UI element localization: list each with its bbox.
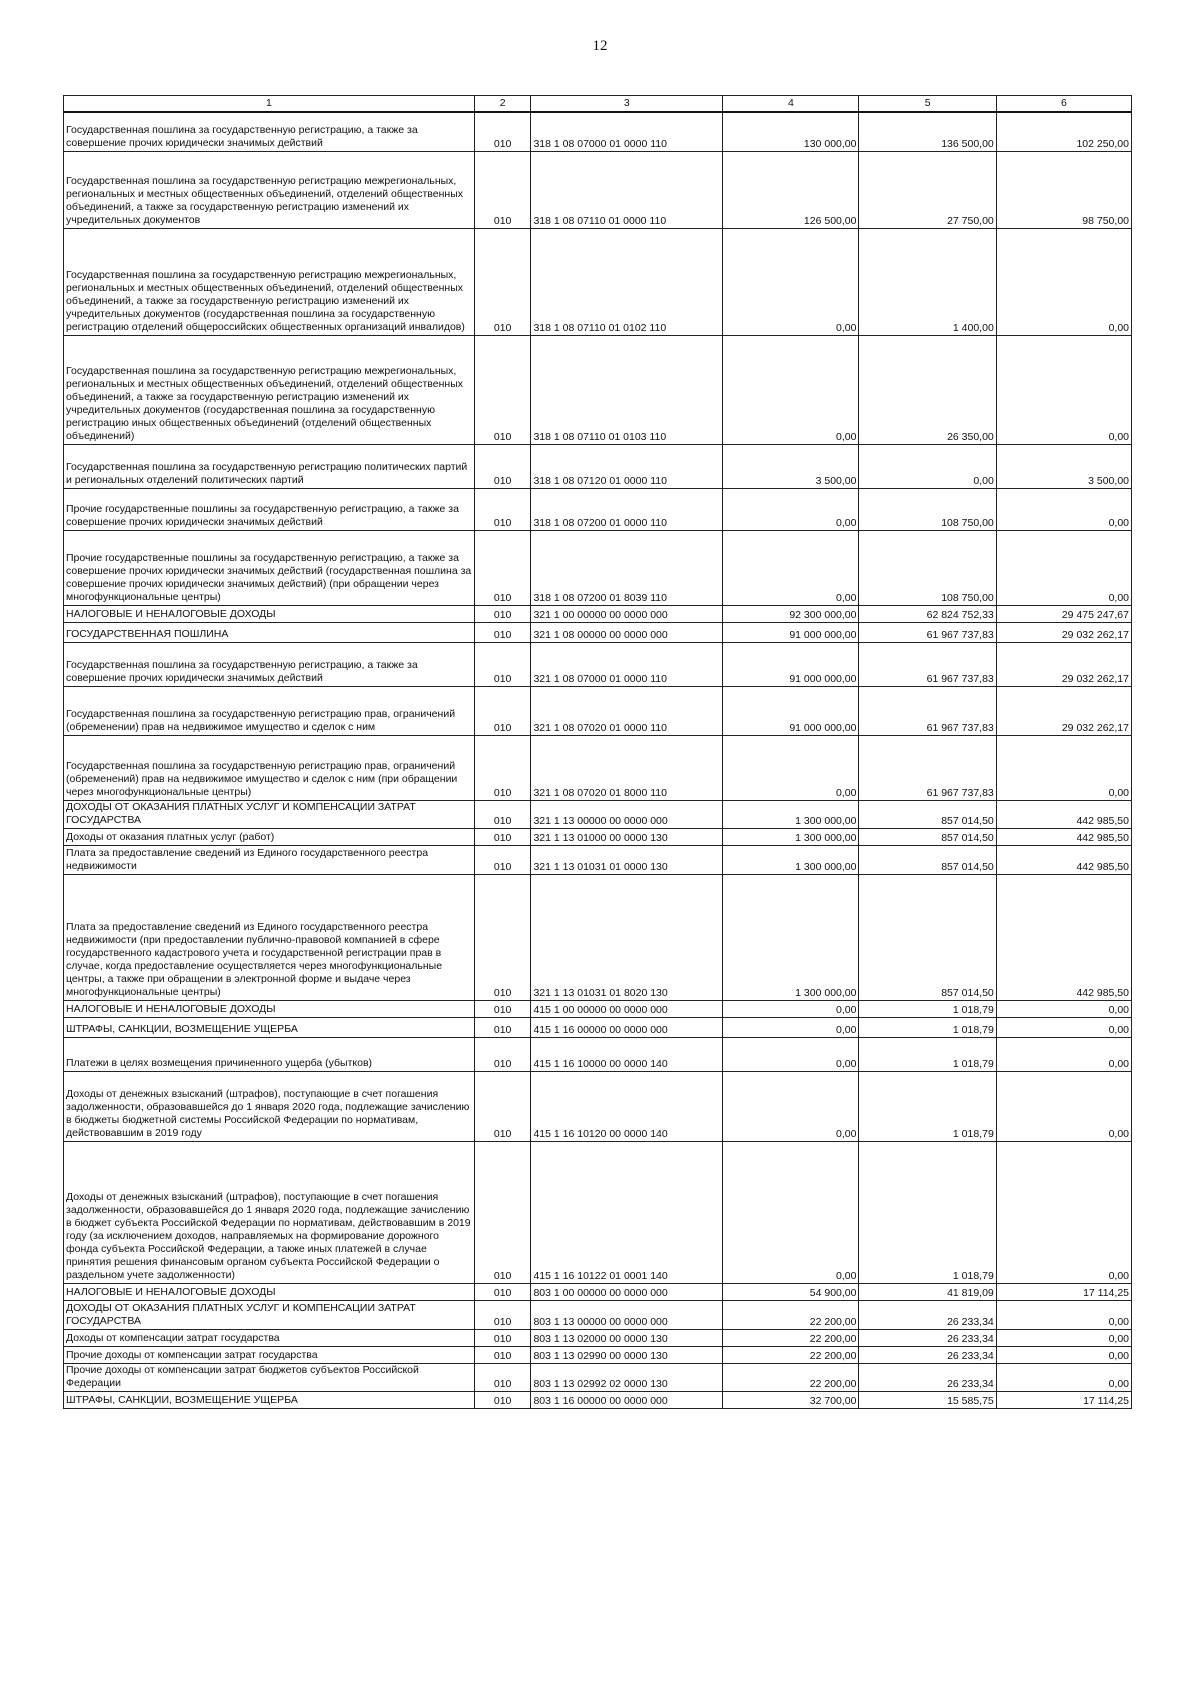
row-code: 010 xyxy=(474,488,531,530)
executed-amount: 1 018,79 xyxy=(859,1017,996,1037)
executed-amount: 0,00 xyxy=(859,444,996,488)
row-code: 010 xyxy=(474,530,531,605)
approved-amount: 1 300 000,00 xyxy=(723,828,859,845)
row-name: Государственная пошлина за государственную регистрацию прав, ограничений (обременений) прав на недвижимое имущество и сделок с ним (при обращении через многофункциональные центры) xyxy=(64,735,475,800)
row-name: Государственная пошлина за государственную регистрацию межрегиональных, региональных и местных общественных объединений, отделений общественных объединений, а также за государственную регистрацию изменений их учредительных документов (государственная пошлина за государственную регистрацию отделений общероссийских общественных организаций инвалидов) xyxy=(64,228,475,335)
row-name: Государственная пошлина за государственную регистрацию прав, ограничений (обременении) прав на недвижимое имущество и сделок с ним xyxy=(64,686,475,735)
row-name: ШТРАФЫ, САНКЦИИ, ВОЗМЕЩЕНИЕ УЩЕРБА xyxy=(64,1017,475,1037)
unexecuted-amount: 0,00 xyxy=(996,1017,1131,1037)
row-code: 010 xyxy=(474,1329,531,1346)
table-row xyxy=(64,1300,1132,1329)
row-name: Доходы от оказания платных услуг (работ) xyxy=(64,828,475,845)
row-name: Прочие государственные пошлины за государственную регистрацию, а также за совершение прочих юридически значимых действий (государственная пошлина за совершение прочих юридически значимых действий) (при обращении через многофункциональные центры) xyxy=(64,530,475,605)
budget-classification-code: 321 1 13 01031 01 0000 130 xyxy=(531,845,723,874)
row-code: 010 xyxy=(474,605,531,622)
row-name: Доходы от денежных взысканий (штрафов), поступающие в счет погашения задолженности, образовавшейся до 1 января 2020 года, подлежащие зачислению в бюджет субъекта Российской Федерации по нормативам, действовавшим в 2019 году (за исключением доходов, направляемых на формирование дорожного фонда субъекта Российской Федерации, а также иных платежей в случае принятия решения финансовым органом субъекта Российской Федерации о раздельном учете задолженности) xyxy=(64,1141,475,1283)
column-header: 5 xyxy=(859,96,996,113)
executed-amount: 1 018,79 xyxy=(859,1037,996,1071)
executed-amount: 61 967 737,83 xyxy=(859,622,996,642)
column-header: 6 xyxy=(996,96,1131,113)
executed-amount: 857 014,50 xyxy=(859,845,996,874)
approved-amount: 0,00 xyxy=(723,335,859,444)
table-row xyxy=(64,642,1132,686)
row-code: 010 xyxy=(474,622,531,642)
budget-classification-code: 321 1 13 01000 00 0000 130 xyxy=(531,828,723,845)
table-row xyxy=(64,335,1132,444)
column-header: 3 xyxy=(531,96,723,113)
budget-classification-code: 803 1 00 00000 00 0000 000 xyxy=(531,1283,723,1300)
budget-classification-code: 803 1 13 02992 02 0000 130 xyxy=(531,1363,723,1391)
executed-amount: 1 018,79 xyxy=(859,1141,996,1283)
row-name: Платежи в целях возмещения причиненного ущерба (убытков) xyxy=(64,1037,475,1071)
approved-amount: 54 900,00 xyxy=(723,1283,859,1300)
unexecuted-amount: 0,00 xyxy=(996,1141,1131,1283)
row-code: 010 xyxy=(474,1283,531,1300)
approved-amount: 32 700,00 xyxy=(723,1391,859,1408)
row-name: ГОСУДАРСТВЕННАЯ ПОШЛИНА xyxy=(64,622,475,642)
executed-amount: 61 967 737,83 xyxy=(859,735,996,800)
budget-classification-code: 318 1 08 07110 01 0102 110 xyxy=(531,228,723,335)
budget-classification-code: 803 1 13 00000 00 0000 000 xyxy=(531,1300,723,1329)
unexecuted-amount: 0,00 xyxy=(996,530,1131,605)
row-code: 010 xyxy=(474,735,531,800)
table-row xyxy=(64,112,1132,151)
row-code: 010 xyxy=(474,112,531,151)
unexecuted-amount: 442 985,50 xyxy=(996,874,1131,1000)
unexecuted-amount: 0,00 xyxy=(996,1329,1131,1346)
budget-classification-code: 415 1 16 10122 01 0001 140 xyxy=(531,1141,723,1283)
executed-amount: 61 967 737,83 xyxy=(859,686,996,735)
unexecuted-amount: 29 032 262,17 xyxy=(996,622,1131,642)
executed-amount: 857 014,50 xyxy=(859,828,996,845)
table-row xyxy=(64,735,1132,800)
row-code: 010 xyxy=(474,1391,531,1408)
unexecuted-amount: 0,00 xyxy=(996,488,1131,530)
unexecuted-amount: 0,00 xyxy=(996,735,1131,800)
unexecuted-amount: 29 032 262,17 xyxy=(996,686,1131,735)
table-row xyxy=(64,605,1132,622)
unexecuted-amount: 17 114,25 xyxy=(996,1283,1131,1300)
row-name: ДОХОДЫ ОТ ОКАЗАНИЯ ПЛАТНЫХ УСЛУГ И КОМПЕНСАЦИИ ЗАТРАТ ГОСУДАРСТВА xyxy=(64,1300,475,1329)
executed-amount: 136 500,00 xyxy=(859,112,996,151)
budget-classification-code: 321 1 13 01031 01 8020 130 xyxy=(531,874,723,1000)
budget-classification-code: 321 1 08 07020 01 0000 110 xyxy=(531,686,723,735)
unexecuted-amount: 442 985,50 xyxy=(996,828,1131,845)
budget-classification-code: 318 1 08 07000 01 0000 110 xyxy=(531,112,723,151)
table-row xyxy=(64,151,1132,228)
unexecuted-amount: 0,00 xyxy=(996,228,1131,335)
row-code: 010 xyxy=(474,228,531,335)
row-name: Доходы от денежных взысканий (штрафов), поступающие в счет погашения задолженности, образовавшейся до 1 января 2020 года, подлежащие зачислению в бюджеты бюджетной системы Российской Федерации по нормативам, действовавшим в 2019 году xyxy=(64,1071,475,1141)
row-name: Государственная пошлина за государственную регистрацию политических партий и региональных отделений политических партий xyxy=(64,444,475,488)
table-row xyxy=(64,1037,1132,1071)
unexecuted-amount: 0,00 xyxy=(996,335,1131,444)
budget-classification-code: 321 1 00 00000 00 0000 000 xyxy=(531,605,723,622)
row-code: 010 xyxy=(474,828,531,845)
table-row xyxy=(64,1141,1132,1283)
unexecuted-amount: 29 475 247,67 xyxy=(996,605,1131,622)
row-code: 010 xyxy=(474,1000,531,1017)
budget-classification-code: 803 1 13 02000 00 0000 130 xyxy=(531,1329,723,1346)
budget-classification-code: 803 1 16 00000 00 0000 000 xyxy=(531,1391,723,1408)
row-code: 010 xyxy=(474,800,531,828)
column-header: 4 xyxy=(723,96,859,113)
approved-amount: 130 000,00 xyxy=(723,112,859,151)
budget-classification-code: 318 1 08 07120 01 0000 110 xyxy=(531,444,723,488)
approved-amount: 0,00 xyxy=(723,1141,859,1283)
row-name: Государственная пошлина за государственную регистрацию межрегиональных, региональных и местных общественных объединений, отделений общественных объединений, а также за государственную регистрацию изменений их учредительных документов (государственная пошлина за государственную регистрацию иных общественных объединений (отделений общественных объединений) xyxy=(64,335,475,444)
row-code: 010 xyxy=(474,1071,531,1141)
unexecuted-amount: 0,00 xyxy=(996,1000,1131,1017)
approved-amount: 91 000 000,00 xyxy=(723,642,859,686)
table-row xyxy=(64,488,1132,530)
row-name: Доходы от компенсации затрат государства xyxy=(64,1329,475,1346)
budget-classification-code: 321 1 08 07000 01 0000 110 xyxy=(531,642,723,686)
row-code: 010 xyxy=(474,642,531,686)
unexecuted-amount: 102 250,00 xyxy=(996,112,1131,151)
budget-classification-code: 321 1 13 00000 00 0000 000 xyxy=(531,800,723,828)
approved-amount: 1 300 000,00 xyxy=(723,874,859,1000)
table-row xyxy=(64,444,1132,488)
executed-amount: 26 233,34 xyxy=(859,1329,996,1346)
table-row xyxy=(64,800,1132,828)
approved-amount: 0,00 xyxy=(723,1071,859,1141)
executed-amount: 1 400,00 xyxy=(859,228,996,335)
approved-amount: 92 300 000,00 xyxy=(723,605,859,622)
budget-classification-code: 318 1 08 07200 01 0000 110 xyxy=(531,488,723,530)
approved-amount: 91 000 000,00 xyxy=(723,686,859,735)
row-name: Государственная пошлина за государственную регистрацию, а также за совершение прочих юридически значимых действий xyxy=(64,642,475,686)
approved-amount: 1 300 000,00 xyxy=(723,845,859,874)
unexecuted-amount: 0,00 xyxy=(996,1071,1131,1141)
executed-amount: 26 233,34 xyxy=(859,1300,996,1329)
executed-amount: 108 750,00 xyxy=(859,488,996,530)
unexecuted-amount: 17 114,25 xyxy=(996,1391,1131,1408)
executed-amount: 857 014,50 xyxy=(859,800,996,828)
executed-amount: 108 750,00 xyxy=(859,530,996,605)
approved-amount: 22 200,00 xyxy=(723,1300,859,1329)
approved-amount: 0,00 xyxy=(723,488,859,530)
unexecuted-amount: 442 985,50 xyxy=(996,845,1131,874)
budget-classification-code: 415 1 16 10120 00 0000 140 xyxy=(531,1071,723,1141)
budget-classification-code: 321 1 08 00000 00 0000 000 xyxy=(531,622,723,642)
table-row xyxy=(64,1000,1132,1017)
unexecuted-amount: 29 032 262,17 xyxy=(996,642,1131,686)
table-row xyxy=(64,1329,1132,1346)
row-code: 010 xyxy=(474,1037,531,1071)
row-code: 010 xyxy=(474,1141,531,1283)
row-name: НАЛОГОВЫЕ И НЕНАЛОГОВЫЕ ДОХОДЫ xyxy=(64,1283,475,1300)
row-name: Прочие доходы от компенсации затрат государства xyxy=(64,1346,475,1363)
table-row xyxy=(64,1363,1132,1391)
table-row xyxy=(64,1346,1132,1363)
row-name: Государственная пошлина за государственную регистрацию, а также за совершение прочих юридически значимых действий xyxy=(64,112,475,151)
column-header: 1 xyxy=(64,96,475,113)
approved-amount: 126 500,00 xyxy=(723,151,859,228)
approved-amount: 91 000 000,00 xyxy=(723,622,859,642)
executed-amount: 1 018,79 xyxy=(859,1071,996,1141)
row-name: НАЛОГОВЫЕ И НЕНАЛОГОВЫЕ ДОХОДЫ xyxy=(64,605,475,622)
approved-amount: 0,00 xyxy=(723,228,859,335)
budget-classification-code: 318 1 08 07110 01 0103 110 xyxy=(531,335,723,444)
budget-classification-code: 321 1 08 07020 01 8000 110 xyxy=(531,735,723,800)
budget-classification-code: 415 1 16 00000 00 0000 000 xyxy=(531,1017,723,1037)
executed-amount: 1 018,79 xyxy=(859,1000,996,1017)
table-row xyxy=(64,686,1132,735)
approved-amount: 22 200,00 xyxy=(723,1329,859,1346)
executed-amount: 61 967 737,83 xyxy=(859,642,996,686)
unexecuted-amount: 0,00 xyxy=(996,1363,1131,1391)
budget-classification-code: 318 1 08 07200 01 8039 110 xyxy=(531,530,723,605)
row-code: 010 xyxy=(474,1300,531,1329)
unexecuted-amount: 442 985,50 xyxy=(996,800,1131,828)
approved-amount: 22 200,00 xyxy=(723,1363,859,1391)
table-row xyxy=(64,530,1132,605)
table-row xyxy=(64,1283,1132,1300)
row-code: 010 xyxy=(474,874,531,1000)
budget-classification-code: 415 1 16 10000 00 0000 140 xyxy=(531,1037,723,1071)
table-row xyxy=(64,622,1132,642)
table-row xyxy=(64,874,1132,1000)
row-code: 010 xyxy=(474,1363,531,1391)
row-name: Государственная пошлина за государственную регистрацию межрегиональных, региональных и местных общественных объединений, отделений общественных объединений, а также за государственную регистрацию изменений их учредительных документов xyxy=(64,151,475,228)
executed-amount: 27 750,00 xyxy=(859,151,996,228)
row-code: 010 xyxy=(474,1346,531,1363)
table-row xyxy=(64,228,1132,335)
row-name: Плата за предоставление сведений из Единого государственного реестра недвижимости (при предоставлении публично-правовой компанией в сфере государственного кадастрового учета и государственной регистрации прав в случае, когда предоставление осуществляется через многофункциональные центры, а также при обращении в электронной форме и выдаче через многофункциональные центры) xyxy=(64,874,475,1000)
executed-amount: 41 819,09 xyxy=(859,1283,996,1300)
approved-amount: 0,00 xyxy=(723,530,859,605)
unexecuted-amount: 3 500,00 xyxy=(996,444,1131,488)
unexecuted-amount: 0,00 xyxy=(996,1346,1131,1363)
row-code: 010 xyxy=(474,151,531,228)
table-body xyxy=(64,112,1132,1408)
row-name: Плата за предоставление сведений из Единого государственного реестра недвижимости xyxy=(64,845,475,874)
approved-amount: 22 200,00 xyxy=(723,1346,859,1363)
executed-amount: 26 350,00 xyxy=(859,335,996,444)
budget-classification-code: 803 1 13 02990 00 0000 130 xyxy=(531,1346,723,1363)
executed-amount: 15 585,75 xyxy=(859,1391,996,1408)
executed-amount: 857 014,50 xyxy=(859,874,996,1000)
table-row xyxy=(64,845,1132,874)
row-code: 010 xyxy=(474,335,531,444)
row-code: 010 xyxy=(474,686,531,735)
row-name: ШТРАФЫ, САНКЦИИ, ВОЗМЕЩЕНИЕ УЩЕРБА xyxy=(64,1391,475,1408)
column-header: 2 xyxy=(474,96,531,113)
approved-amount: 3 500,00 xyxy=(723,444,859,488)
approved-amount: 0,00 xyxy=(723,1017,859,1037)
approved-amount: 0,00 xyxy=(723,1000,859,1017)
unexecuted-amount: 0,00 xyxy=(996,1037,1131,1071)
executed-amount: 26 233,34 xyxy=(859,1346,996,1363)
approved-amount: 0,00 xyxy=(723,1037,859,1071)
budget-classification-code: 415 1 00 00000 00 0000 000 xyxy=(531,1000,723,1017)
budget-classification-code: 318 1 08 07110 01 0000 110 xyxy=(531,151,723,228)
approved-amount: 0,00 xyxy=(723,735,859,800)
row-name: НАЛОГОВЫЕ И НЕНАЛОГОВЫЕ ДОХОДЫ xyxy=(64,1000,475,1017)
unexecuted-amount: 0,00 xyxy=(996,1300,1131,1329)
table-row xyxy=(64,1017,1132,1037)
column-number-row xyxy=(64,96,1132,113)
row-code: 010 xyxy=(474,444,531,488)
row-code: 010 xyxy=(474,845,531,874)
row-name: Прочие доходы от компенсации затрат бюджетов субъектов Российской Федерации xyxy=(64,1363,475,1391)
unexecuted-amount: 98 750,00 xyxy=(996,151,1131,228)
row-code: 010 xyxy=(474,1017,531,1037)
table-row xyxy=(64,1391,1132,1408)
executed-amount: 26 233,34 xyxy=(859,1363,996,1391)
row-name: ДОХОДЫ ОТ ОКАЗАНИЯ ПЛАТНЫХ УСЛУГ И КОМПЕНСАЦИИ ЗАТРАТ ГОСУДАРСТВА xyxy=(64,800,475,828)
page-number: 12 xyxy=(592,38,608,54)
row-name: Прочие государственные пошлины за государственную регистрацию, а также за совершение прочих юридически значимых действий xyxy=(64,488,475,530)
executed-amount: 62 824 752,33 xyxy=(859,605,996,622)
table-row xyxy=(64,828,1132,845)
revenue-table xyxy=(63,95,1132,1409)
approved-amount: 1 300 000,00 xyxy=(723,800,859,828)
table-row xyxy=(64,1071,1132,1141)
